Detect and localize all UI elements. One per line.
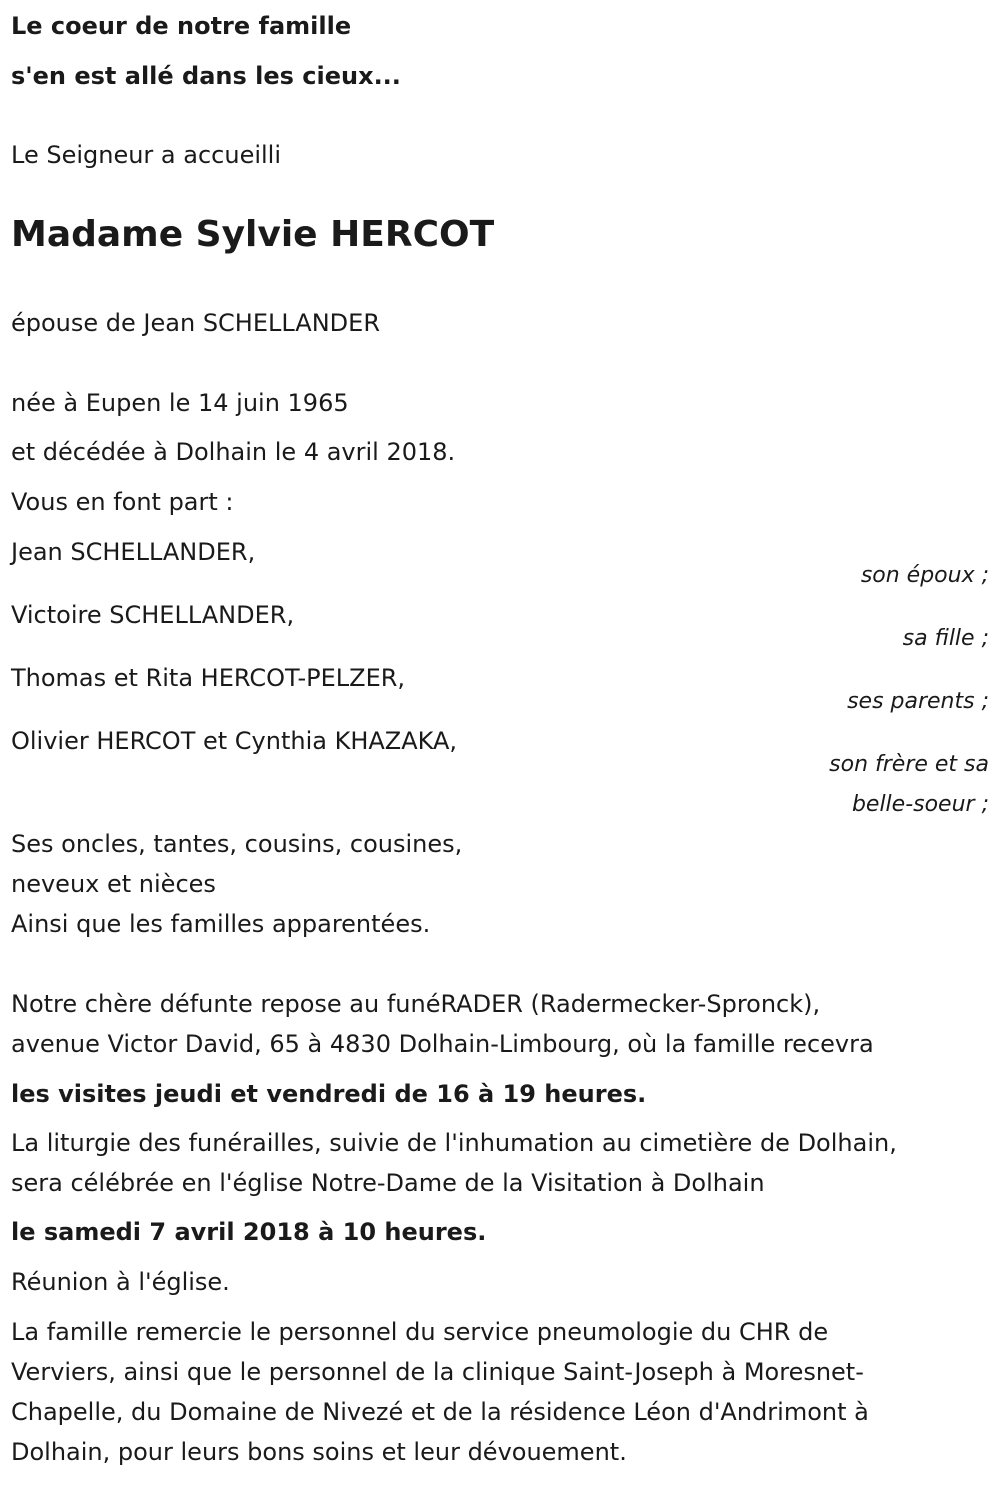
thanks-line: La famille remercie le personnel du service pneumologie du CHR de [11, 1318, 829, 1346]
meeting-line: Réunion à l'église. [11, 1268, 230, 1296]
family-member-relation: son frère et sa [829, 752, 989, 777]
family-member-relation: ses parents ; [847, 689, 989, 714]
heading-line-1: Le coeur de notre famille [11, 12, 352, 40]
birth-line: née à Eupen le 14 juin 1965 [11, 389, 349, 417]
liturgy-line: sera célébrée en l'église Notre-Dame de la Visitation à Dolhain [11, 1169, 765, 1197]
extended-family-line: Ses oncles, tantes, cousins, cousines, [11, 830, 463, 858]
repose-line: Notre chère défunte repose au funéRADER (Radermecker-Spronck), [11, 990, 821, 1018]
deceased-name: Madame Sylvie HERCOT [11, 214, 495, 255]
thanks-line: Verviers, ainsi que le personnel de la clinique Saint-Joseph à Moresnet- [11, 1358, 864, 1386]
thanks-line: Dolhain, pour leurs bons soins et leur dévouement. [11, 1438, 627, 1466]
family-member-name: Thomas et Rita HERCOT-PELZER, [11, 664, 406, 692]
repose-line: avenue Victor David, 65 à 4830 Dolhain-Limbourg, où la famille recevra [11, 1030, 874, 1058]
liturgy-line: La liturgie des funérailles, suivie de l'inhumation au cimetière de Dolhain, [11, 1129, 897, 1157]
heading-line-2: s'en est allé dans les cieux... [11, 62, 401, 90]
spouse-line: épouse de Jean SCHELLANDER [11, 309, 380, 337]
family-member-relation: sa fille ; [902, 626, 989, 651]
intro-text: Le Seigneur a accueilli [11, 141, 282, 169]
extended-family-line: neveux et nièces [11, 870, 216, 898]
family-member-name: Jean SCHELLANDER, [11, 538, 256, 566]
visits-line: les visites jeudi et vendredi de 16 à 19 heures. [11, 1080, 647, 1108]
announce-line: Vous en font part : [11, 488, 234, 516]
family-member-name: Victoire SCHELLANDER, [11, 601, 295, 629]
extended-family-line: Ainsi que les familles apparentées. [11, 910, 431, 938]
family-member-relation: belle-soeur ; [851, 792, 989, 817]
family-member-relation: son époux ; [860, 563, 989, 588]
family-member-name: Olivier HERCOT et Cynthia KHAZAKA, [11, 727, 458, 755]
ceremony-date: le samedi 7 avril 2018 à 10 heures. [11, 1218, 487, 1246]
death-line: et décédée à Dolhain le 4 avril 2018. [11, 438, 456, 466]
thanks-line: Chapelle, du Domaine de Nivezé et de la résidence Léon d'Andrimont à [11, 1398, 869, 1426]
